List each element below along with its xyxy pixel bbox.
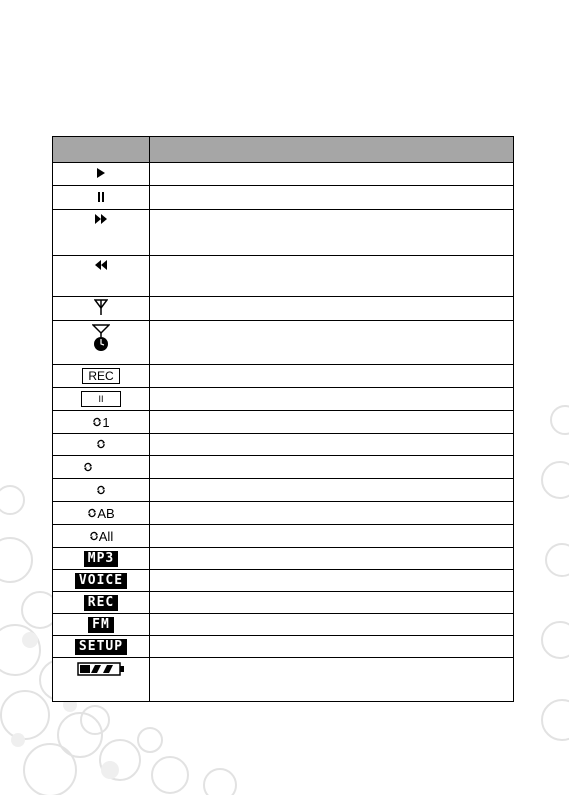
icon-cell [53,570,150,592]
description-cell [150,479,514,502]
repeat-ab-icon-label: AB [97,505,115,521]
table-row [53,502,514,525]
repeat-icon [96,437,106,452]
battery-icon [77,662,125,676]
description-cell [150,658,514,702]
icon-cell [53,210,150,256]
description-cell [150,411,514,434]
icon-cell [53,502,150,525]
table-row [53,210,514,256]
repeat-all-icon [89,529,113,544]
pause-icon [97,192,105,202]
icon-cell [53,456,150,479]
repeat-ab-icon [87,506,114,521]
table-row [53,256,514,297]
voice-mode-icon [75,573,127,589]
description-cell [150,525,514,548]
header-icon-column [53,137,150,163]
icon-cell [53,297,150,321]
header-description-column [150,137,514,163]
description-cell [150,456,514,479]
setup-mode-icon-label: SETUP [75,639,127,655]
icon-cell [53,434,150,456]
description-cell [150,321,514,365]
icon-cell [53,658,150,702]
fm-mode-icon-label: FM [88,617,114,633]
table-row [53,163,514,186]
icon-cell [53,411,150,434]
icon-cell [53,256,150,297]
repeat-one-icon [92,415,109,430]
icon-cell [53,614,150,636]
table-row [53,525,514,548]
table-row [53,658,514,702]
table-row [53,411,514,434]
icon-cell [53,548,150,570]
table-row [53,636,514,658]
fast-forward-icon [95,214,107,224]
repeat-icon [83,460,93,475]
icon-cell [53,321,150,365]
icon-table [52,136,514,702]
table-row [53,297,514,321]
rec-icon [82,368,120,384]
description-cell [150,434,514,456]
description-cell [150,548,514,570]
icon-cell [53,525,150,548]
table-row [53,570,514,592]
rewind-icon [95,260,107,270]
table-row [53,614,514,636]
rec-pause-icon [81,391,121,407]
icon-cell [53,592,150,614]
description-cell [150,388,514,411]
description-cell [150,365,514,388]
description-cell [150,636,514,658]
icon-cell [53,365,150,388]
table-row [53,321,514,365]
description-cell [150,614,514,636]
table-row [53,388,514,411]
description-cell [150,163,514,186]
icon-cell [53,186,150,210]
mp3-mode-icon-label: MP3 [84,551,118,567]
table-row [53,592,514,614]
rec-icon-label: REC [82,368,120,384]
icon-cell [53,636,150,658]
repeat-all-icon-label: All [98,528,114,544]
play-icon [96,168,106,178]
repeat-icon [96,483,106,498]
description-cell [150,570,514,592]
antenna-icon [94,299,108,315]
table-row [53,365,514,388]
description-cell [150,592,514,614]
rec-mode-icon [84,595,118,611]
voice-mode-icon-label: VOICE [75,573,127,589]
description-cell [150,186,514,210]
table-row [53,434,514,456]
table-row [53,479,514,502]
rec-pause-icon-label: II [81,391,121,407]
timer-icon [92,324,110,352]
icon-cell [53,163,150,186]
table-row [53,456,514,479]
repeat-one-icon-label: 1 [102,414,110,430]
table-row [53,548,514,570]
icon-cell [53,479,150,502]
table-row [53,186,514,210]
rec-mode-icon-label: REC [84,595,118,611]
setup-mode-icon [75,639,127,655]
description-cell [150,210,514,256]
description-cell [150,256,514,297]
fm-mode-icon [88,617,114,633]
icon-cell [53,388,150,411]
table-header-row [53,137,514,163]
description-cell [150,502,514,525]
description-cell [150,297,514,321]
mp3-mode-icon [84,551,118,567]
